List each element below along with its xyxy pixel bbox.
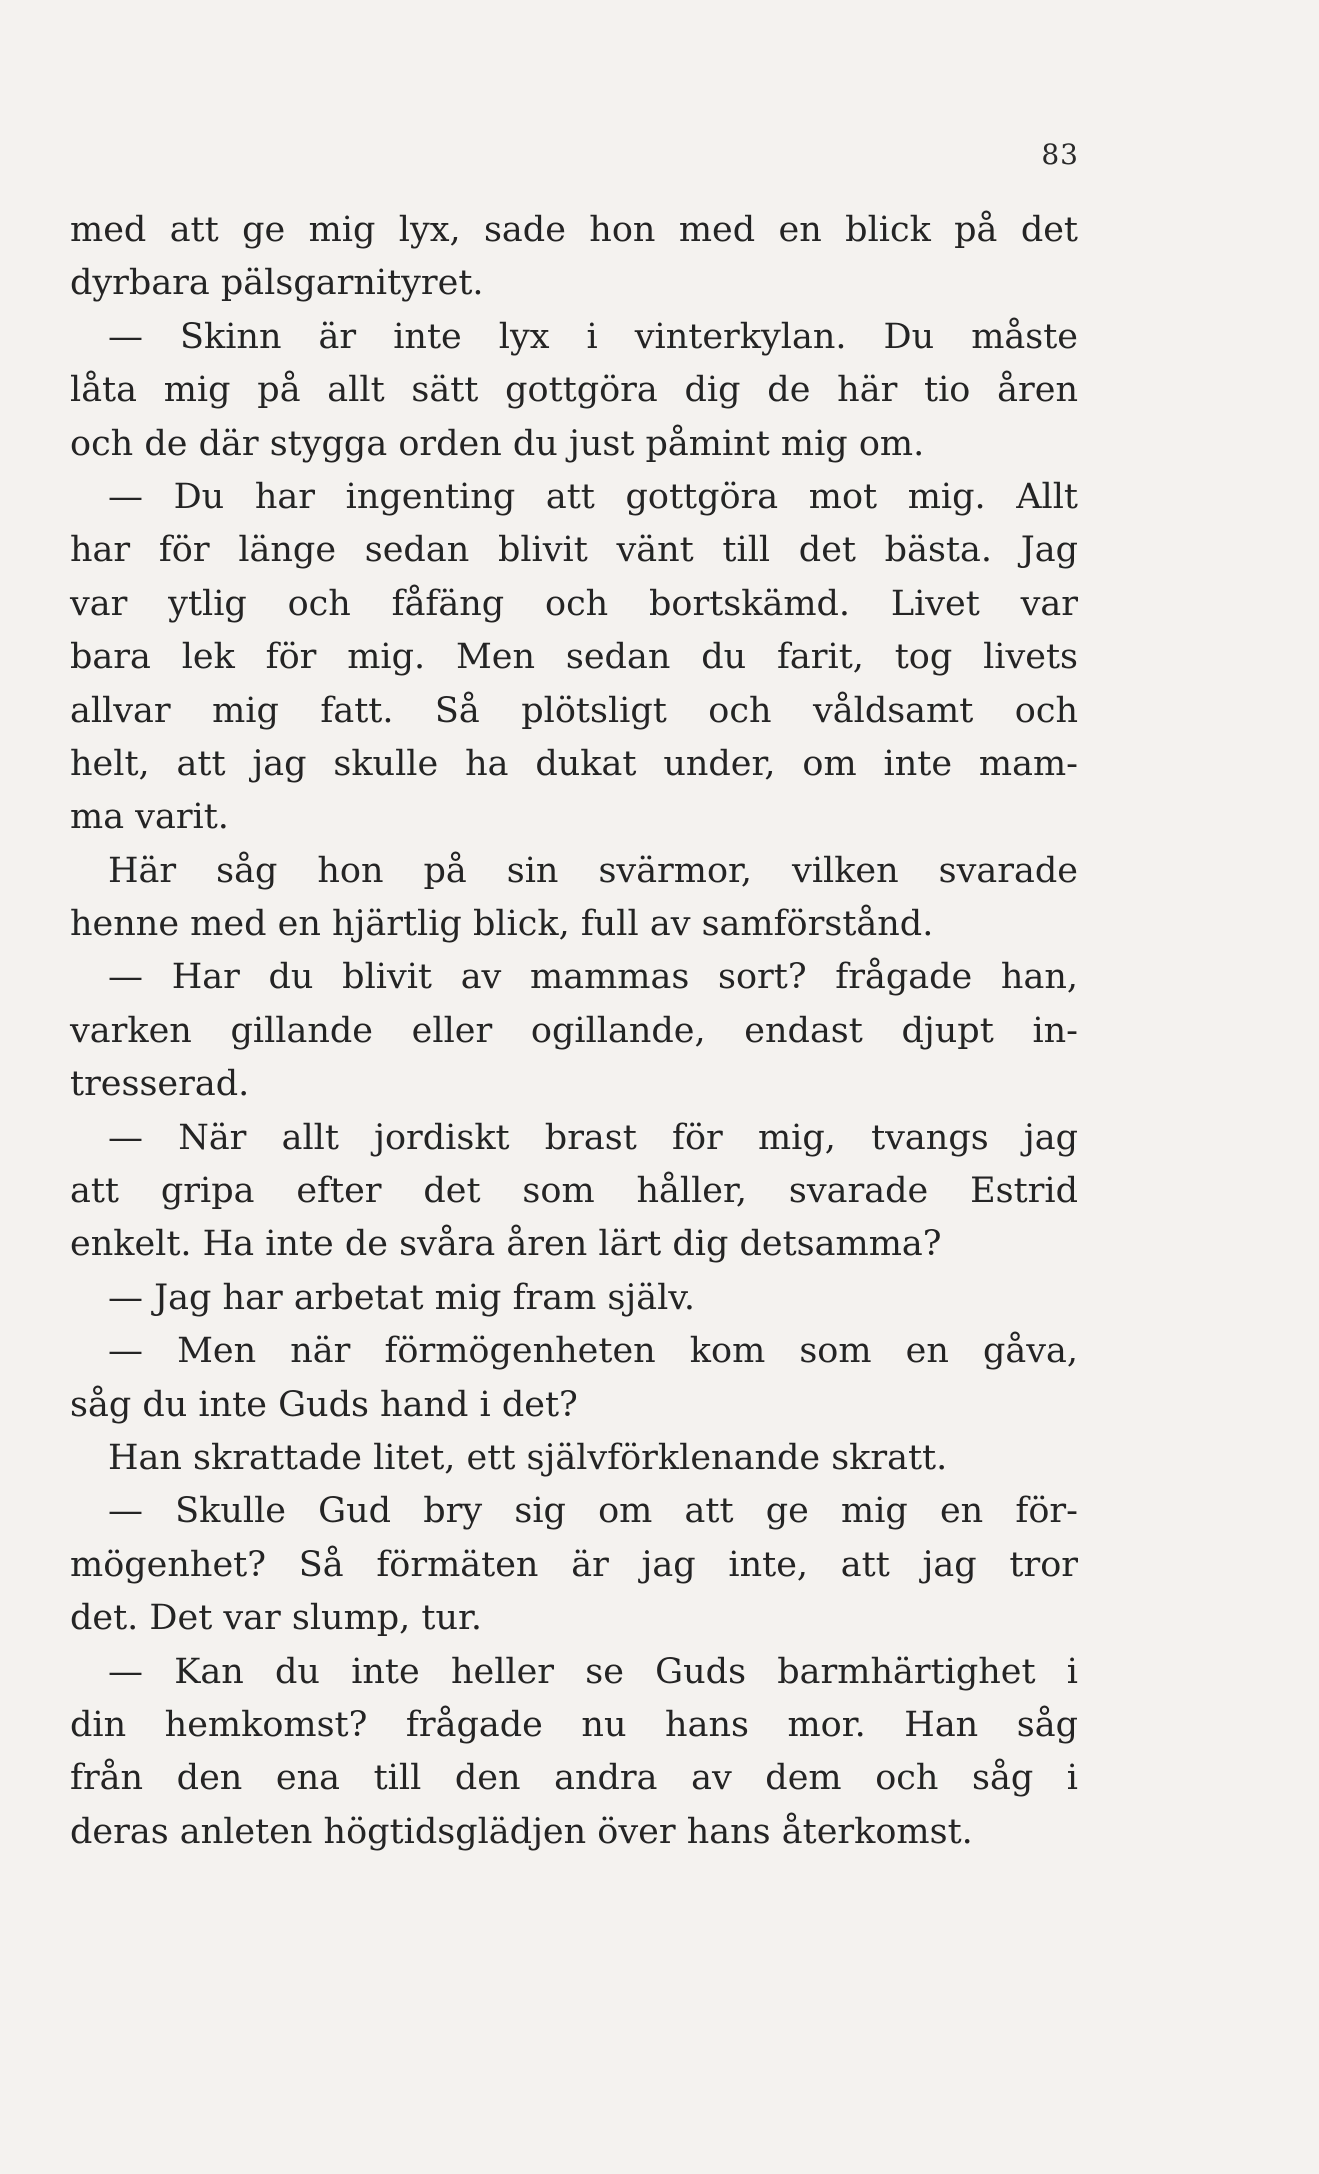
- text-line: med att ge mig lyx, sade hon med en blick på det: [70, 210, 1078, 250]
- text-line: — Har du blivit av mammas sort? frågade han,: [108, 957, 1078, 998]
- text-line: henne med en hjärtlig blick, full av samförstånd.: [70, 904, 934, 945]
- page-number: 83: [1041, 138, 1079, 171]
- text-line: helt, att jag skulle ha dukat under, om inte mam-: [70, 743, 1078, 784]
- text-line: enkelt. Ha inte de svåra åren lärt dig detsamma?: [70, 1224, 942, 1265]
- text-line: från den ena till den andra av dem och såg i: [70, 1758, 1078, 1799]
- text-line: ma varit.: [70, 797, 229, 838]
- text-line: låta mig på allt sätt gottgöra dig de här tio åren: [70, 370, 1078, 411]
- text-line: det. Det var slump, tur.: [70, 1598, 483, 1639]
- text-line: varken gillande eller ogillande, endast djupt in-: [70, 1010, 1078, 1051]
- text-line: Han skrattade litet, ett självförklenande skratt.: [108, 1437, 948, 1478]
- text-line: och de där stygga orden du just påmint mig om.: [70, 423, 925, 464]
- text-line: — Kan du inte heller se Guds barmhärtighet i: [108, 1651, 1078, 1692]
- text-line: dyrbara pälsgarnityret.: [70, 263, 484, 304]
- text-line: — Skulle Gud bry sig om att ge mig en för-: [108, 1491, 1078, 1532]
- text-line: — Jag har arbetat mig fram själv.: [108, 1277, 696, 1318]
- text-line: såg du inte Guds hand i det?: [70, 1384, 578, 1425]
- text-line: din hemkomst? frågade nu hans mor. Han såg: [70, 1704, 1078, 1745]
- text-line: — När allt jordiskt brast för mig, tvangs jag: [108, 1117, 1078, 1158]
- text-line: — Men när förmögenheten kom som en gåva,: [108, 1331, 1078, 1372]
- text-line: tresserad.: [70, 1064, 250, 1105]
- text-line: var ytlig och fåfäng och bortskämd. Livet var: [70, 583, 1078, 624]
- text-line: — Skinn är inte lyx i vinterkylan. Du måste: [108, 316, 1078, 357]
- text-line: att gripa efter det som håller, svarade Estrid: [70, 1171, 1078, 1212]
- text-line: bara lek för mig. Men sedan du farit, tog livets: [70, 637, 1078, 678]
- text-line: har för länge sedan blivit vänt till det bästa. Jag: [70, 530, 1078, 571]
- text-line: deras anleten högtidsglädjen över hans återkomst.: [70, 1811, 973, 1852]
- text-line: allvar mig fatt. Så plötsligt och våldsamt och: [70, 690, 1078, 731]
- body-text: [70, 204, 1078, 1859]
- text-line: — Du har ingenting att gottgöra mot mig. Allt: [108, 476, 1078, 517]
- text-line: mögenhet? Så förmäten är jag inte, att jag tror: [70, 1544, 1078, 1585]
- text-line: Här såg hon på sin svärmor, vilken svarade: [108, 850, 1078, 891]
